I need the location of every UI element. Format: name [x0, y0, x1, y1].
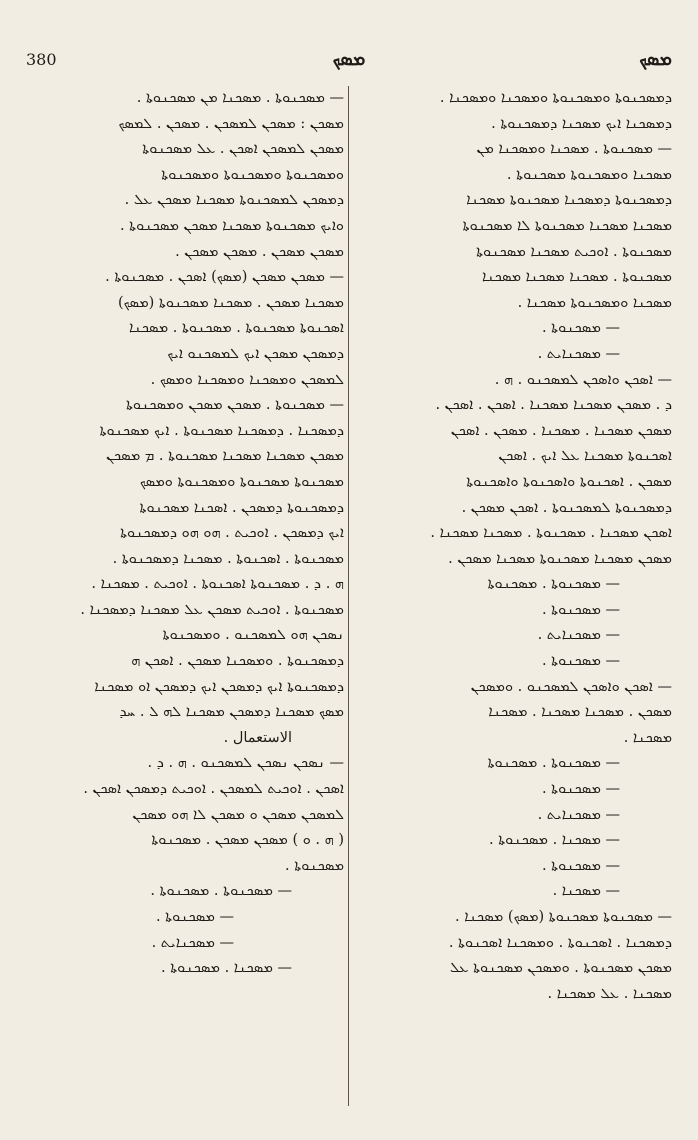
right-column-line: ܡܣܟܢ . ܡܣܟܢܐ ܡܣܟܢܐ . ܡܣܟܢܐ	[488, 704, 672, 721]
left-column-line: — ܡܣܟܢܘܬܐ . ܡܣܟܢܘܬܐ .	[150, 883, 292, 900]
left-column-line: ܡܣܟܢܘܬܐ . ܐܣܟܢܘܬܐ . ܡܣܟܢܐ ܕܡܣܟܢܘܬܐ .	[112, 550, 344, 567]
left-column-line: ܡܣܟܢܘܬܐ .	[285, 857, 344, 874]
right-column-line: — ܡܣܟܢܘܬܐ . ܡܣܟܢܘܬܐ	[487, 576, 620, 593]
left-column-line: — ܡܣܟܢܐ . ܡܣܟܢܘܬܐ .	[161, 960, 292, 977]
right-column-line: ܕܡܣܟܢܘܬܐ ܕܡܣܟܢܐ ܡܣܟܢܘܬܐ ܡܣܟܢܐ	[466, 192, 672, 209]
right-column-line: ܡܣܟܢ ܡܣܟܢܘܬܐ . ܘܡܣܟܢ ܡܣܟܢܘܬܐ ܥܠ	[449, 960, 672, 977]
right-column-line: — ܡܣܟܢܐܝܬ .	[537, 345, 620, 362]
left-column-line: ܡܣܟܢ : ܡܣܟܢ ܠܡܣܟܢ . ܡܣܟܢ . ܠܡܣܟ	[118, 115, 344, 132]
right-column-line: — ܡܣܟܢܘܬܐ .	[541, 857, 620, 874]
left-column-line: ܗ . ܕ . ܡܣܟܢܘܬܐ ܐܣܟܢܘܬܐ . ܐܘܟܝܬ . ܡܣܟܢܐ .	[91, 576, 344, 593]
right-column-line: ܡܣܟܢܐ ܡܣܟܢܐ ܡܣܟܢܘܬܐ ܠܐ ܡܣܟܢܘܬܐ	[462, 217, 672, 234]
left-column-line: ܠܡܣܟܢ ܡܣܟܢ ܘ ܡܣܟܢ ܠܐ ܗܘ ܡܣܟܢ	[132, 806, 344, 823]
right-column-line: — ܐܣܟܢ ܘܐܣܟܢ ܠܡܣܟܢܘ . ܗ .	[494, 371, 672, 388]
right-column-line: ܕܡܣܟܢܐ ܐܝܟ ܡܣܟܢܐ ܕܡܣܟܢܘܬܐ .	[491, 115, 672, 132]
running-title: ܡܣܟ	[332, 48, 366, 70]
right-column-line: — ܡܣܟܢܘܬܐ .	[541, 320, 620, 337]
left-column-line: ( ܗ . ܘ ) ܡܣܟܢ ܡܣܟܢ . ܡܣܟܢܘܬܐ	[151, 832, 344, 849]
left-column-line: — ܡܣܟܢܘܬܐ .	[155, 909, 234, 925]
right-column-line: — ܡܣܟܢܐܝܬ .	[537, 627, 620, 644]
left-column-line: ܡܣܟܢ ܠܡܣܟܢ ܐܣܟܢ . ܥܠ ܡܣܟܢܘܬܐ	[142, 141, 344, 158]
right-column-line: — ܡܣܟܢܐ . ܡܣܟܢܘܬܐ .	[489, 832, 620, 849]
right-column	[366, 86, 672, 1116]
left-column-line: — ܡܣܟܢܘܬܐ . ܡܣܟܢ ܡܣܟܢ ܘܡܣܟܢܘܬܐ	[125, 397, 344, 414]
right-column-line: ܡܣܟܢܘܬܐ . ܐܘܟܝܬ ܡܣܟܢܐ ܡܣܟܢܘܬܐ	[476, 243, 672, 260]
left-column-line: ܡܣܟܢܘܬܐ ܡܣܟܢܘܬܐ ܘܡܣܟܢܘܬܐ ܘܡܣܟ	[139, 473, 344, 490]
left-column-line: ܘܡܣܟܢܘܬܐ ܘܡܣܟܢܘܬܐ ܘܡܣܟܢܘܬܐ	[161, 166, 344, 183]
left-column-line: ܘܐܝܟ ܡܣܟܢܘܬܐ ܡܣܟܢܐ ܡܣܟܢ ܡܣܟܢܘܬܐ .	[119, 217, 344, 234]
right-column-line: — ܡܣܟܢܘܬܐ . ܡܣܟܢܐ ܘܡܣܟܢܐ ܡܢ	[476, 141, 672, 158]
right-column-line: ܡܣܟܢ ܡܣܟܢܐ ܡܣܟܢܘܬܐ ܡܣܟܢܐ ܡܣܟܢ .	[448, 550, 672, 567]
left-column-line: ܠܡܣܟܢ ܘܡܣܟܢܐ ܘܡܣܟܢܐ ܘܡܣܟ .	[150, 371, 344, 388]
right-column-line: ܐܣܟܢܘܬܐ ܡܣܟܢܐ ܥܠ ܐܝܟ . ܐܣܟܢ	[498, 448, 672, 465]
right-column-line: — ܡܣܟܢܘܬܐ ܡܣܟܢܘܬܐ (ܡܣܟ) ܡܣܟܢܐ .	[455, 909, 672, 925]
right-column-line: ܕܡܣܟܢܘܬܐ ܠܡܣܟܢܘܬܐ . ܐܣܟܢ ܡܣܟܢ .	[461, 499, 672, 516]
page-header	[26, 48, 672, 76]
right-column-line: ܡܣܟܢܘܬܐ . ܡܣܟܢܐ ܡܣܟܢܐ ܡܣܟܢܐ	[481, 269, 672, 286]
column-divider	[348, 86, 349, 1106]
left-column-line: ܕܡܣܟܢܐ . ܕܡܣܟܢܐ ܡܣܟܢܘܬܐ . ܐܝܟ ܡܣܟܢܘܬܐ	[99, 422, 344, 439]
right-column-line: — ܡܣܟܢܘܬܐ . ܡܣܟܢܘܬܐ	[487, 755, 620, 772]
right-column-line: — ܡܣܟܢܘܬܐ .	[541, 653, 620, 670]
right-column-line: — ܐܣܟܢ ܘܐܣܟܢ ܠܡܣܟܢܘ . ܘܡܣܟܢ	[470, 678, 672, 695]
right-column-line: — ܡܣܟܢܘܬܐ .	[541, 601, 620, 618]
left-column-line: ܡܣܟ ܡܣܟܢܐ ܕܡܣܟܢ ܡܣܟܢܐ ܠܗ ܠ . ܚܕ	[119, 704, 344, 721]
left-column-line: ܕܡܣܟܢܘܬܐ . ܘܡܣܟܢܐ ܡܣܟܢ . ܐܣܟܢ ܗ	[131, 653, 344, 670]
right-column-line: ܡܣܟܢܐ ܘܡܣܟܢܘܬܐ ܡܣܟܢܘܬܐ .	[506, 166, 672, 183]
left-column-line: ܡܣܟܢ ܡܣܟܢ . ܡܣܟܢ ܡܣܟܢ .	[175, 243, 344, 260]
right-column-line: ܡܣܟܢ . ܐܣܟܢܘܬܐ ܘܐܣܟܢܘܬܐ ܘܐܣܟܢܘܬܐ	[466, 473, 672, 490]
left-column-line: ܕܡܣܟܢܘܬܐ ܐܝܟ ܕܡܣܟܢ ܐܝܟ ܕܡܣܟܢ ܐܘ ܡܣܟܢܐ	[94, 678, 344, 695]
left-column-line: الاستعمال .	[223, 729, 292, 746]
right-column-line: ܕܡܣܟܢܘܬܐ ܘܡܣܟܢܘܬܐ ܘܡܣܟܢܐ ܘܡܣܟܢܐ .	[439, 90, 672, 106]
left-column-line: ܡܣܟܢܐ ܡܣܟܢ . ܡܣܟܢܐ ܡܣܟܢܘܬܐ (ܡܣܟ)	[118, 294, 344, 311]
right-column-line: ܕܡܣܟܢܐ . ܐܣܟܢܘܬܐ . ܘܡܣܟܢܐ ܐܣܟܢܘܬܐ .	[448, 934, 672, 951]
text-columns	[26, 86, 672, 1116]
right-column-line: ܐܣܟܢ ܡܣܟܢܐ . ܡܣܟܢܘܬܐ . ܡܣܟܢܐ ܡܣܟܢܐ .	[430, 525, 672, 542]
right-column-line: ܡܣܟܢܐ .	[623, 729, 672, 746]
left-column-line: — ܡܣܟܢܘܬܐ . ܡܣܟܢܐ ܡܢ ܡܣܟܢܘܬܐ .	[136, 90, 344, 106]
right-column-line: — ܡܣܟܢܐܝܬ .	[537, 806, 620, 823]
right-column-line: ܡܣܟܢ ܡܣܟܢܐ . ܡܣܟܢܐ . ܡܣܟܢ . ܐܣܟܢ	[450, 422, 672, 439]
left-column-line: ܢܣܟܢ ܗܘ ܠܡܣܟܢܘ . ܘܡܣܟܢܘܬܐ	[162, 627, 344, 644]
left-column-line: ܐܝܟ ܕܡܣܟܢ . ܐܘܟܝܬ . ܗܘ ܗܘ ܕܡܣܟܢܘܬܐ	[120, 525, 344, 542]
right-column-line: ܡܣܟܢܐ ܘܡܣܟܢܘܬܐ ܡܣܟܢܐ .	[517, 294, 672, 311]
right-column-line: — ܡܣܟܢܘܬܐ .	[541, 781, 620, 798]
left-column-line: ܕܡܣܟܢ ܠܡܣܟܢܘܬܐ ܡܣܟܢܐ ܡܣܟܢ ܥܠ .	[124, 192, 344, 209]
left-column-line: — ܢܣܟܢ ܢܣܟܢ ܠܡܣܟܢܘ . ܗ . ܕ .	[147, 755, 344, 772]
left-column-line: ܐܣܟܢܘܬܐ ܡܣܟܢܘܬܐ . ܡܣܟܢܘܬܐ . ܡܣܟܢܐ	[129, 320, 344, 337]
right-column-line: ܕ . ܡܣܟܢ ܡܣܟܢܐ ܡܣܟܢܐ . ܐܣܟܢ . ܐܣܟܢ .	[435, 397, 672, 414]
left-column-line: — ܡܣܟܢܐܝܬ .	[151, 934, 234, 951]
left-column-line: ܡܣܟܢܘܬܐ . ܐܘܟܝܬ ܡܣܟܢ ܥܠ ܡܣܟܢܐ ܕܡܣܟܢܐ .	[80, 601, 344, 618]
left-column-line: ܡܣܟܢ ܡܣܟܢܐ ܡܣܟܢܐ ܡܣܟܢܘܬܐ . ܡ ܡܣܟܢ	[106, 448, 344, 465]
page-number: 380	[26, 50, 57, 69]
right-column-line: ܡܣܟܢܐ . ܥܠ ܡܣܟܢܐ .	[547, 985, 672, 1002]
left-column	[26, 86, 344, 1116]
left-column-line: ܕܡܣܟܢܘܬܐ ܕܡܣܟܢ . ܐܣܟܢܐ ܡܣܟܢܘܬܐ	[139, 499, 344, 516]
catchword: ܡܣܟ	[639, 48, 672, 70]
left-column-line: ܕܡܣܟܢ ܡܣܟܢ ܐܝܟ ܠܡܣܟܢܘ ܐܝܟ	[167, 345, 344, 362]
left-column-line: — ܡܣܟܢ ܡܣܟܢ (ܡܣܟ) ܐܣܟܢ . ܡܣܟܢܘܬܐ .	[105, 269, 344, 286]
right-column-line: — ܡܣܟܢܐ .	[552, 883, 620, 900]
left-column-line: ܐܣܟܢ . ܐܘܟܝܬ ܠܡܣܟܢ . ܐܘܟܝܬ ܕܡܣܟܢ ܐܣܟܢ .	[83, 781, 344, 798]
